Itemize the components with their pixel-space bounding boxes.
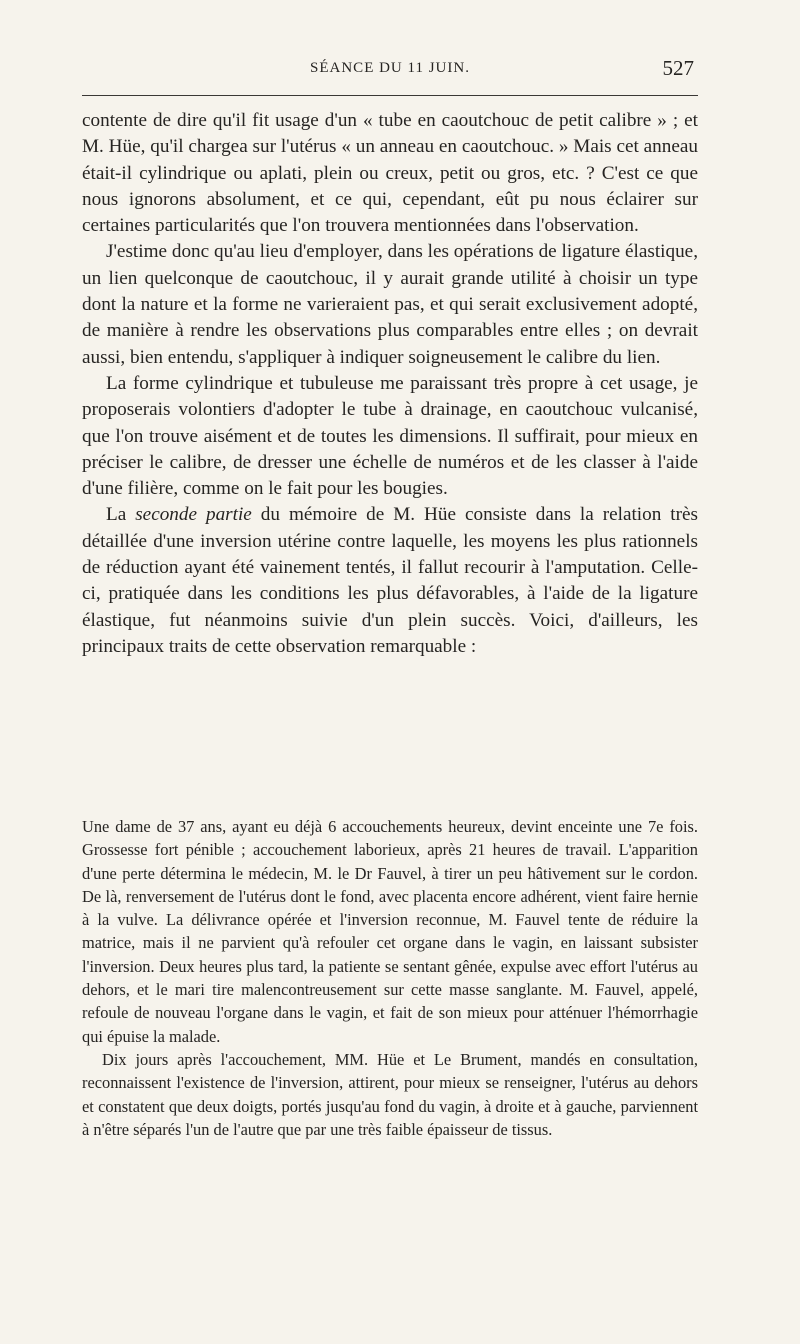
paragraph-4-lead: La <box>106 504 136 526</box>
page-number: 527 <box>662 56 694 80</box>
main-text <box>82 108 698 660</box>
paragraph-4 <box>82 502 698 660</box>
paragraph-4-rest: du mémoire de M. Hüe consiste dans la relation très détaillée d'une inversion utérine contre laquelle, les moyens les plus rationnels de réduction ayant été vainement tentés, il fallut recourir à l'amputation. Celle-ci, pratiquée dans les conditions les plus défavorables, à l'aide de la ligature élastique, fut néanmoins suivie d'un plein succès. Voici, d'ailleurs, les principaux traits de cette observation remarquable : <box>82 504 698 657</box>
paragraph-1: contente de dire qu'il fit usage d'un « tube en caoutchouc de petit calibre » ; et M. Hüe, qu'il chargea sur l'utérus « un anneau en caoutchouc. » Mais cet anneau était-il cylindrique ou aplati, plein ou creux, petit ou gros, etc. ? C'est ce que nous ignorons absolument, et ce qui, cependant, eût pu nous éclairer sur certaines particularités que l'on trouvera mentionnées dans l'observation. <box>82 110 698 237</box>
paragraph-4-italic: seconde partie <box>135 504 252 526</box>
header-rule <box>82 95 698 96</box>
observation-text <box>82 815 698 1141</box>
observation-paragraph-2: Dix jours après l'accouchement, MM. Hüe et Le Brument, mandés en consultation, reconnaissent l'existence de l'inversion, attirent, pour mieux se renseigner, l'utérus au dehors et constatent que deux doigts, portés jusqu'au fond du vagin, à droite et à gauche, parviennent à n'être séparés l'un de l'autre que par une très faible épaisseur de tissus. <box>82 1049 698 1139</box>
paragraph-2: J'estime donc qu'au lieu d'employer, dans les opérations de ligature élastique, un lien quelconque de caoutchouc, il y aurait grande utilité à choisir un type dont la nature et la forme ne varieraient pas, et qui serait exclusivement adopté, de manière à rendre les observations plus comparables entre elles ; on devrait aussi, bien entendu, s'appliquer à indiquer soigneusement le calibre du lien. <box>82 241 698 368</box>
observation-paragraph-1: Une dame de 37 ans, ayant eu déjà 6 accouchements heureux, devint enceinte une 7e fois. Grossesse fort pénible ; accouchement laborieux, après 21 heures de travail. L'apparition d'une perte détermina le médecin, M. le Dr Fauvel, à tirer un peu hâtivement sur le cordon. De là, renversement de l'utérus dont le fond, avec placenta encore adhérent, vient faire hernie à la vulve. La délivrance opérée et l'inversion reconnue, M. Fauvel tente de réduire la matrice, mais il ne parvient qu'à refouler cet organe dans le vagin, en laissant subsister l'inversion. Deux heures plus tard, la patiente se sentant gênée, expulse avec effort l'utérus au dehors, et le mari tire malencontreusement sur cette masse sanglante. M. Fauvel, appelé, refoule de nouveau l'organe dans le vagin, et fait de son mieux pour atténuer l'hémorrhagie qui épuise la malade. <box>82 817 698 1046</box>
page-header <box>82 56 698 86</box>
running-title: SÉANCE DU 11 JUIN. <box>310 60 470 76</box>
paragraph-3: La forme cylindrique et tubuleuse me paraissant très propre à cet usage, je proposerais volontiers d'adopter le tube à drainage, en caoutchouc vulcanisé, que l'on trouve aisément et de toutes les dimensions. Il suffirait, pour mieux en préciser le calibre, de dresser une échelle de numéros et de les classer à l'aide d'une filière, comme on le fait pour les bougies. <box>82 372 698 500</box>
